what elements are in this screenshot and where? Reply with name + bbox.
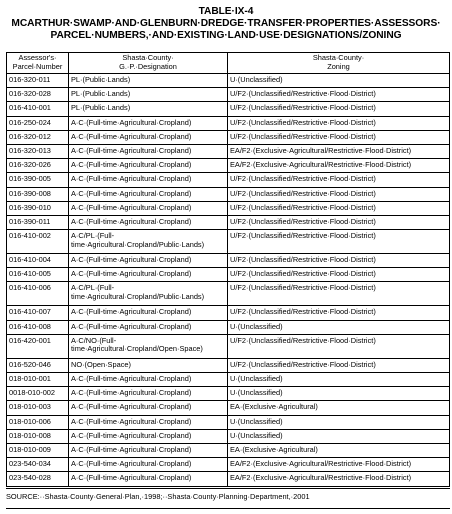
parcel-number-cell: 016-320-011 (7, 74, 69, 88)
gp-designation-cell: A·C·(Full-time·Agricultural·Cropland) (69, 173, 228, 187)
zoning-cell: U/F2·(Unclassified/Restrictive·Flood·District) (228, 88, 450, 102)
table-row (7, 358, 450, 372)
gp-designation-cell: A·C·(Full-time·Agricultural·Cropland) (69, 401, 228, 415)
gp-designation-cell: A·C·(Full-time·Agricultural·Cropland) (69, 320, 228, 334)
table-row (7, 130, 450, 144)
zoning-cell: U/F2·(Unclassified/Restrictive·Flood·District) (228, 116, 450, 130)
parcel-number-cell: 023-540-028 (7, 472, 69, 486)
header-gp-line-2: G.·P.·Designation (119, 62, 177, 71)
gp-designation-cell: A·C·(Full-time·Agricultural·Cropland) (69, 306, 228, 320)
parcel-number-cell: 016-410-007 (7, 306, 69, 320)
table-row (7, 387, 450, 401)
table-row (7, 472, 450, 486)
parcel-number-cell: 016-320-013 (7, 144, 69, 158)
table-row (7, 458, 450, 472)
parcel-number-cell: 016-390-005 (7, 173, 69, 187)
parcel-number-cell: 016-410-005 (7, 268, 69, 282)
zoning-cell: U/F2·(Unclassified/Restrictive·Flood·District) (228, 358, 450, 372)
header-apn-line-2: Parcel·Number (12, 62, 63, 71)
gp-designation-cell: PL·(Public·Lands) (69, 74, 228, 88)
zoning-cell: U/F2·(Unclassified/Restrictive·Flood·District) (228, 187, 450, 201)
parcel-number-cell: 018-010-009 (7, 443, 69, 457)
zoning-cell: U/F2·(Unclassified/Restrictive·Flood·District) (228, 334, 450, 358)
zoning-cell: U·(Unclassified) (228, 320, 450, 334)
zoning-cell: U·(Unclassified) (228, 387, 450, 401)
gp-designation-cell: A·C/NO·(Full-time·Agricultural·Cropland/Open·Space) (69, 334, 228, 358)
parcel-number-cell: 023-540-034 (7, 458, 69, 472)
parcel-number-cell: 016-320-026 (7, 159, 69, 173)
parcel-number-cell: 016-410-001 (7, 102, 69, 116)
zoning-cell: U/F2·(Unclassified/Restrictive·Flood·District) (228, 130, 450, 144)
header-gp-line-1: Shasta·County· (122, 53, 174, 63)
table-row (7, 230, 450, 254)
gp-designation-cell: A·C·(Full-time·Agricultural·Cropland) (69, 159, 228, 173)
gp-designation-cell: A·C·(Full-time·Agricultural·Cropland) (69, 415, 228, 429)
parcel-number-cell: 016-390-008 (7, 187, 69, 201)
gp-designation-cell: A·C·(Full-time·Agricultural·Cropland) (69, 144, 228, 158)
gp-designation-cell: A·C·(Full-time·Agricultural·Cropland) (69, 268, 228, 282)
gp-designation-cell: A·C/PL·(Full-time·Agricultural·Cropland/Public·Lands) (69, 282, 228, 306)
gp-designation-cell: A·C·(Full-time·Agricultural·Cropland) (69, 130, 228, 144)
parcel-table (6, 52, 450, 487)
zoning-cell: EA/F2·(Exclusive·Agricultural/Restrictive·Flood·District) (228, 159, 450, 173)
zoning-cell: U·(Unclassified) (228, 373, 450, 387)
table-row (7, 215, 450, 229)
table-row (7, 187, 450, 201)
gp-designation-cell: A·C/PL·(Full-time·Agricultural·Cropland/Public·Lands) (69, 230, 228, 254)
table-row (7, 144, 450, 158)
zoning-cell: U/F2·(Unclassified/Restrictive·Flood·District) (228, 254, 450, 268)
gp-designation-cell: A·C·(Full-time·Agricultural·Cropland) (69, 201, 228, 215)
gp-designation-cell: A·C·(Full-time·Agricultural·Cropland) (69, 215, 228, 229)
bottom-divider (6, 508, 450, 509)
header-zoning (228, 53, 450, 74)
header-zoning-line-2: Zoning (327, 62, 350, 71)
gp-designation-cell: A·C·(Full-time·Agricultural·Cropland) (69, 387, 228, 401)
parcel-number-cell: 016-410-006 (7, 282, 69, 306)
gp-designation-cell: A·C·(Full-time·Agricultural·Cropland) (69, 472, 228, 486)
gp-designation-cell: NO·(Open·Space) (69, 358, 228, 372)
table-number: TABLE·IX-4 (198, 6, 254, 17)
table-title-line-2: PARCEL·NUMBERS,·AND·EXISTING·LAND·USE·DESIGNATIONS/ZONING (50, 30, 402, 41)
parcel-number-cell: 016-520-046 (7, 358, 69, 372)
parcel-number-cell: 016-320-012 (7, 130, 69, 144)
table-row (7, 102, 450, 116)
zoning-cell: EA/F2·(Exclusive·Agricultural/Restrictive·Flood·District) (228, 472, 450, 486)
zoning-cell: U/F2·(Unclassified/Restrictive·Flood·District) (228, 215, 450, 229)
zoning-cell: U/F2·(Unclassified/Restrictive·Flood·District) (228, 282, 450, 306)
source-note: SOURCE:··Shasta·County·General·Plan,·1998;··Shasta·County·Planning·Department,·2001 (6, 492, 310, 501)
zoning-cell: U·(Unclassified) (228, 74, 450, 88)
zoning-cell: U/F2·(Unclassified/Restrictive·Flood·District) (228, 173, 450, 187)
gp-designation-cell: A·C·(Full-time·Agricultural·Cropland) (69, 373, 228, 387)
parcel-number-cell: 018-010-008 (7, 429, 69, 443)
parcel-number-cell: 016-250-024 (7, 116, 69, 130)
zoning-cell: U·(Unclassified) (228, 429, 450, 443)
parcel-number-cell: 016-410-002 (7, 230, 69, 254)
parcel-number-cell: 016-410-008 (7, 320, 69, 334)
header-zoning-line-1: Shasta·County· (312, 53, 365, 63)
table-body (7, 74, 450, 487)
parcel-number-cell: 016-410-004 (7, 254, 69, 268)
table-row (7, 159, 450, 173)
table-row (7, 443, 450, 457)
gp-designation-cell: PL·(Public·Lands) (69, 88, 228, 102)
zoning-cell: EA/F2·(Exclusive·Agricultural/Restrictive·Flood·District) (228, 458, 450, 472)
table-row (7, 116, 450, 130)
table-row (7, 173, 450, 187)
table-header-row (7, 53, 450, 74)
gp-designation-cell: A·C·(Full-time·Agricultural·Cropland) (69, 443, 228, 457)
zoning-cell: U/F2·(Unclassified/Restrictive·Flood·District) (228, 201, 450, 215)
table-row (7, 201, 450, 215)
gp-designation-cell: PL·(Public·Lands) (69, 102, 228, 116)
table-row (7, 282, 450, 306)
table-row (7, 88, 450, 102)
header-apn-line-1: Assessor's· (18, 53, 57, 63)
parcel-number-cell: 016-420-001 (7, 334, 69, 358)
zoning-cell: EA·(Exclusive·Agricultural) (228, 443, 450, 457)
gp-designation-cell: A·C·(Full-time·Agricultural·Cropland) (69, 254, 228, 268)
title-block (0, 6, 452, 42)
header-apn (7, 53, 69, 74)
header-gp (69, 53, 228, 74)
parcel-number-cell: 016-390-010 (7, 201, 69, 215)
table-row (7, 373, 450, 387)
zoning-cell: U·(Unclassified) (228, 415, 450, 429)
gp-designation-cell: A·C·(Full-time·Agricultural·Cropland) (69, 187, 228, 201)
parcel-number-cell: 018-010-003 (7, 401, 69, 415)
table-row (7, 74, 450, 88)
table-row (7, 320, 450, 334)
source-divider (6, 488, 450, 489)
table-row (7, 268, 450, 282)
parcel-number-cell: 018-010-001 (7, 373, 69, 387)
parcel-number-cell: 0018-010-002 (7, 387, 69, 401)
zoning-cell: EA/F2·(Exclusive·Agricultural/Restrictive·Flood·District) (228, 144, 450, 158)
gp-designation-cell: A·C·(Full-time·Agricultural·Cropland) (69, 116, 228, 130)
zoning-cell: U/F2·(Unclassified/Restrictive·Flood·District) (228, 230, 450, 254)
zoning-cell: U/F2·(Unclassified/Restrictive·Flood·District) (228, 306, 450, 320)
parcel-number-cell: 016-320-028 (7, 88, 69, 102)
table-row (7, 254, 450, 268)
table-row (7, 334, 450, 358)
zoning-cell: U/F2·(Unclassified/Restrictive·Flood·District) (228, 268, 450, 282)
parcel-number-cell: 016-390-011 (7, 215, 69, 229)
parcel-number-cell: 018-010-006 (7, 415, 69, 429)
table-row (7, 401, 450, 415)
zoning-cell: EA·(Exclusive·Agricultural) (228, 401, 450, 415)
table-row (7, 306, 450, 320)
gp-designation-cell: A·C·(Full-time·Agricultural·Cropland) (69, 429, 228, 443)
gp-designation-cell: A·C·(Full-time·Agricultural·Cropland) (69, 458, 228, 472)
table-row (7, 429, 450, 443)
zoning-cell: U/F2·(Unclassified/Restrictive·Flood·District) (228, 102, 450, 116)
table-row (7, 415, 450, 429)
table-title-line-1: MCARTHUR·SWAMP·AND·GLENBURN·DREDGE·TRANSFER·PROPERTIES·ASSESSORS· (11, 18, 441, 29)
